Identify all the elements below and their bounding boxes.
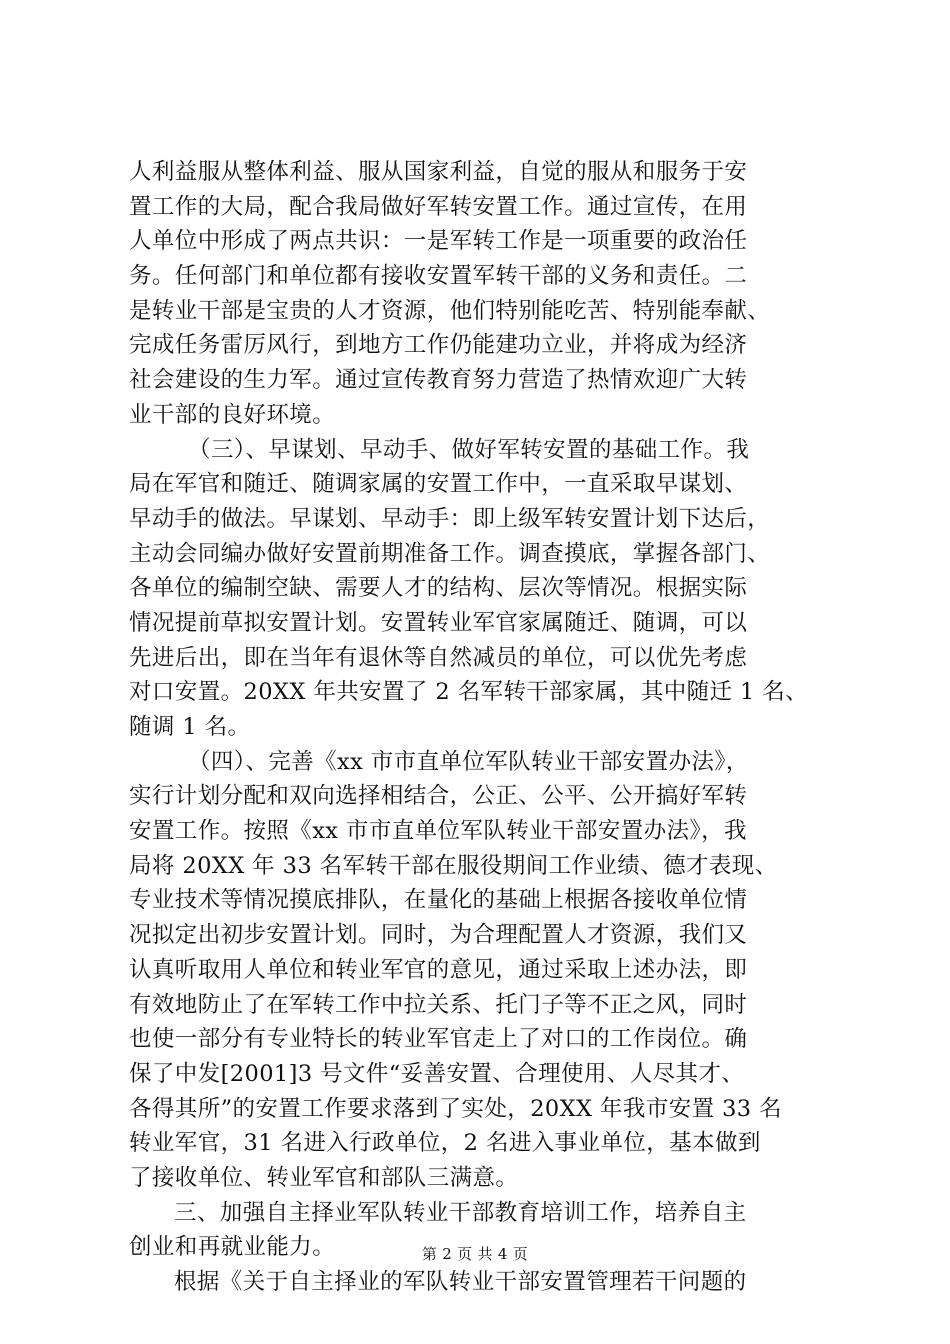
text-line: 对口安置。20XX 年共安置了 2 名军转干部家属，其中随迁 1 名、 <box>129 679 809 706</box>
text-line: 是转业干部是宝贵的人才资源，他们特别能吃苦、特别能奉献、 <box>129 297 771 324</box>
section-heading-line: （四）、完善《xx 市市直单位军队转业干部安置办法》， <box>188 748 749 775</box>
text-line: 局将 20XX 年 33 名军转干部在服役期间工作业绩、德才表现、 <box>129 852 778 879</box>
text-line: 各单位的编制空缺、需要人才的结构、层次等情况。根据实际 <box>129 575 748 602</box>
text-line: 人利益服从整体利益、服从国家利益，自觉的服从和服务于安 <box>129 159 748 185</box>
text-line: 有效地防止了在军转工作中拉关系、托门子等不正之风，同时 <box>129 991 748 1018</box>
section-heading-line: （三）、早谋划、早动手、做好军转安置的基础工作。我 <box>188 436 750 463</box>
text-line: 主动会同编办做好安置前期准备工作。调查摸底，掌握各部门、 <box>129 540 771 567</box>
section-heading-line: 三、加强自主择业军队转业干部教育培训工作，培养自主 <box>174 1199 747 1226</box>
text-line: 转业军官，31 名进入行政单位，2 名进入事业单位，基本做到 <box>129 1130 761 1157</box>
text-line: 各得其所”的安置工作要求落到了实处，20XX 年我市安置 33 名 <box>129 1095 782 1122</box>
text-line: 人单位中形成了两点共识：一是军转工作是一项重要的政治任 <box>129 228 748 255</box>
text-line: 实行计划分配和双向选择相结合，公正、公平、公开搞好军转 <box>129 783 748 810</box>
text-line: 置工作的大局，配合我局做好军转安置工作。通过宣传，在用 <box>129 193 748 220</box>
text-line: 也使一部分有专业特长的转业军官走上了对口的工作岗位。确 <box>129 1026 748 1053</box>
text-line: 完成任务雷厉风行，到地方工作仍能建功立业，并将成为经济 <box>129 332 748 359</box>
paragraph-start-line: 根据《关于自主择业的军队转业干部安置管理若干问题的 <box>174 1269 747 1295</box>
text-line: 情况提前草拟安置计划。安置转业军官家属随迁、随调，可以 <box>129 609 748 636</box>
body-text <box>129 155 829 1300</box>
text-line: 局在军官和随迁、随调家属的安置工作中，一直采取早谋划、 <box>129 471 748 498</box>
text-line: 专业技术等情况摸底排队，在量化的基础上根据各接收单位情 <box>129 887 748 914</box>
text-line: 认真听取用人单位和转业军官的意见，通过采取上述办法，即 <box>129 956 748 983</box>
text-line: 随调 1 名。 <box>129 714 251 740</box>
text-line: 保了中发[2001]3 号文件“妥善安置、合理使用、人尽其才、 <box>129 1060 745 1087</box>
text-line: 安置工作。按照《xx 市市直单位军队转业干部安置办法》，我 <box>129 818 747 845</box>
text-line: 业干部的良好环境。 <box>129 401 336 428</box>
text-line: 务。任何部门和单位都有接收安置军转干部的义务和责任。二 <box>129 263 748 290</box>
text-line: 况拟定出初步安置计划。同时，为合理配置人才资源，我们又 <box>129 922 748 949</box>
text-line: 创业和再就业能力。 <box>129 1234 336 1261</box>
text-line: 先进后出，即在当年有退休等自然减员的单位，可以优先考虑 <box>129 644 748 671</box>
text-line: 社会建设的生力军。通过宣传教育努力营造了热情欢迎广大转 <box>129 367 748 394</box>
text-line: 了接收单位、转业军官和部队三满意。 <box>129 1164 519 1191</box>
text-line: 早动手的做法。早谋划、早动手：即上级军转安置计划下达后， <box>129 505 771 532</box>
page-number-footer: 第 2 页 共 4 页 <box>421 1245 529 1263</box>
